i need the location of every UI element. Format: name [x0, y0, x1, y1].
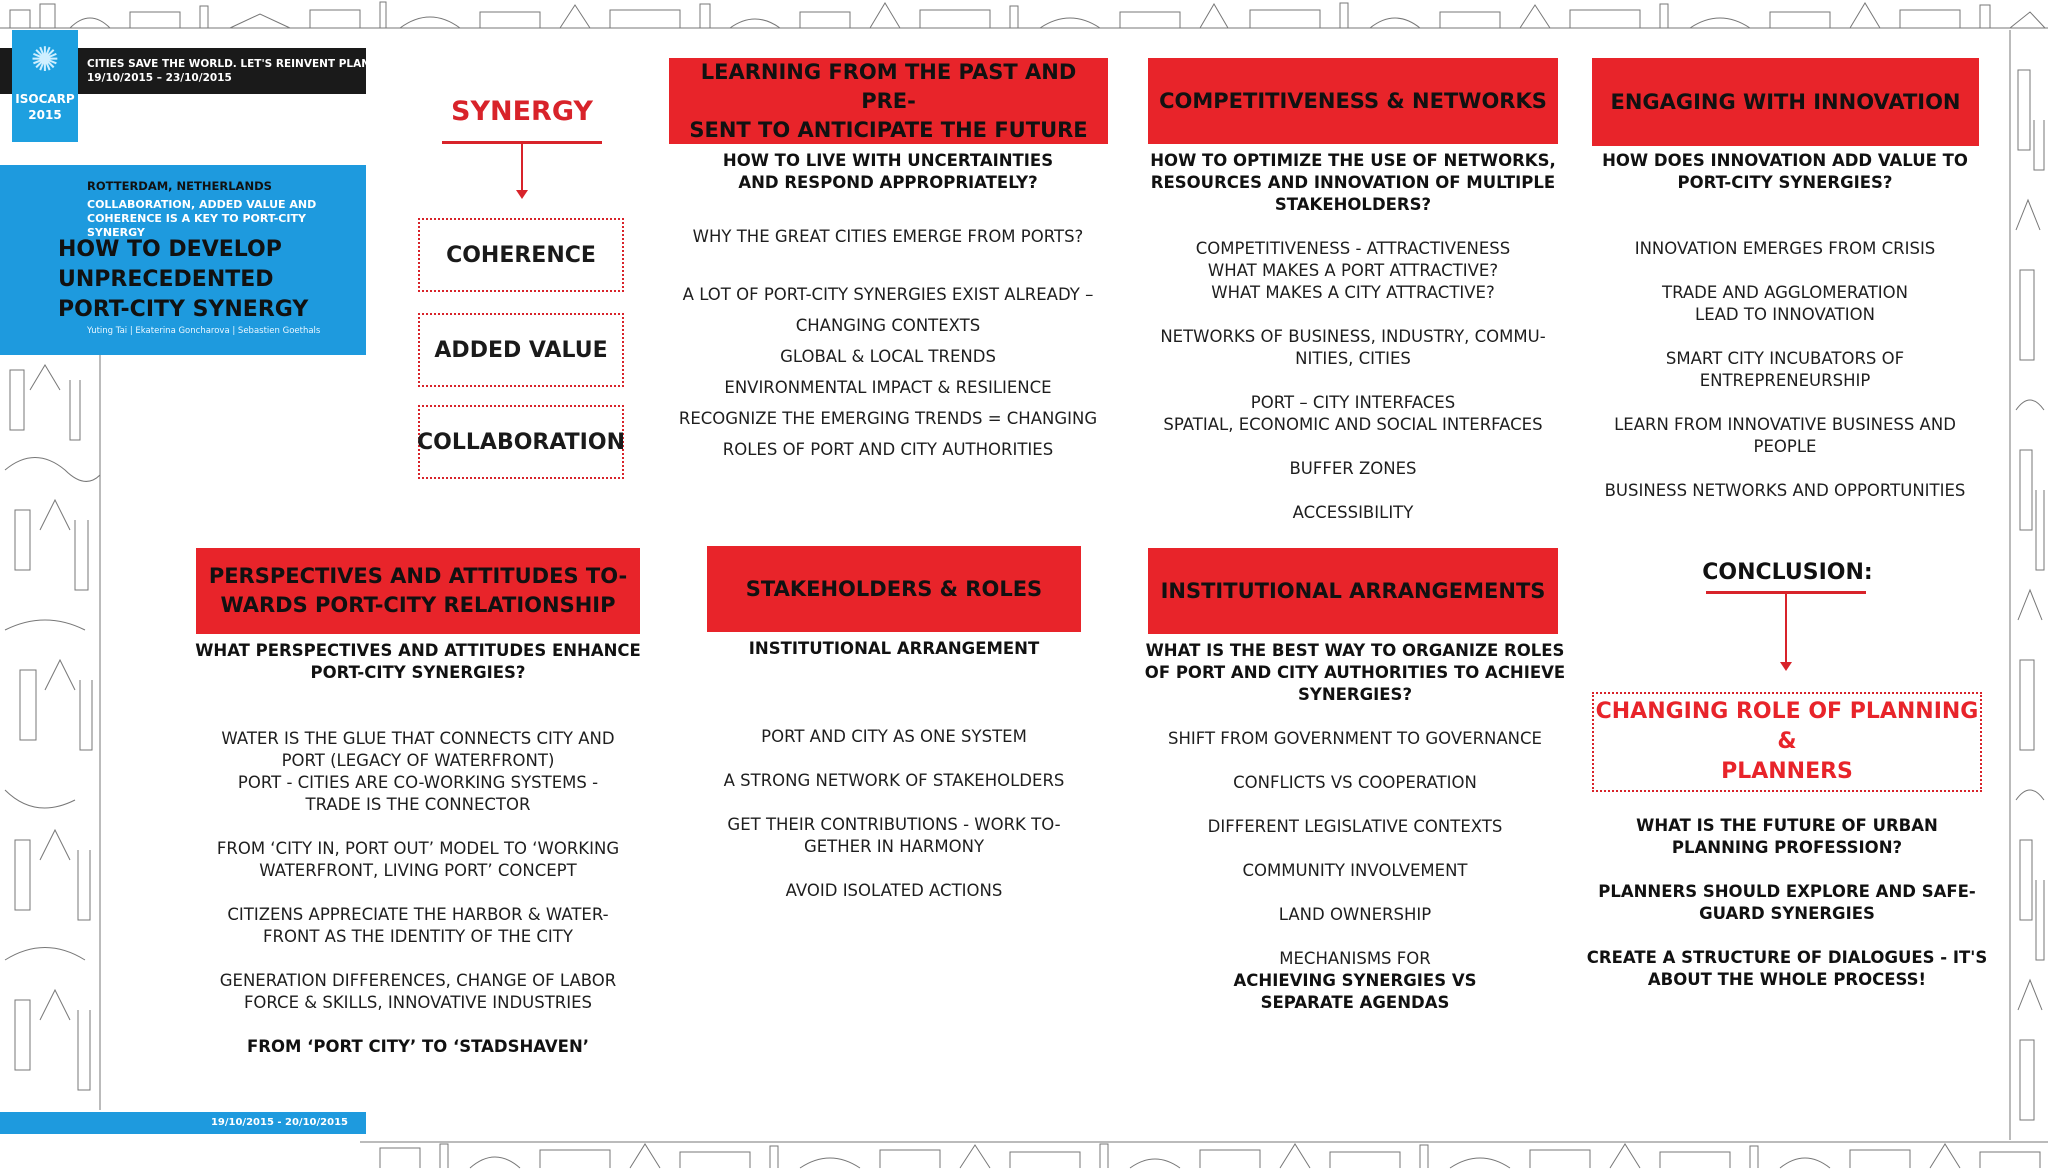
list-item: WHAT MAKES A PORT ATTRACTIVE? [1207, 261, 1499, 280]
column-innovation [1582, 150, 1988, 502]
question-line: OF PORT AND CITY AUTHORITIES TO ACHIEVE [1144, 663, 1566, 682]
heading-line: PERSPECTIVES AND ATTITUDES TO- [208, 564, 628, 588]
list-item: ENVIRONMENTAL IMPACT & RESILIENCE [724, 378, 1052, 397]
list-item: ROLES OF PORT AND CITY AUTHORITIES [722, 440, 1054, 459]
question-line: PORT-CITY SYNERGIES? [310, 663, 526, 682]
list-item: FRONT AS THE IDENTITY OF THE CITY [263, 927, 573, 946]
sketch-border-left [0, 350, 105, 1110]
list-item: GENERATION DIFFERENCES, CHANGE OF LABOR [219, 971, 617, 990]
list-item: NITIES, CITIES [1295, 349, 1411, 368]
list-item-bold: ACHIEVING SYNERGIES VS [1233, 971, 1477, 990]
list-item: SHIFT FROM GOVERNMENT TO GOVERNANCE [1168, 729, 1542, 748]
intro-panel [0, 165, 366, 355]
location: ROTTERDAM, NETHERLANDS [87, 179, 272, 193]
footer-date-bar [0, 1112, 366, 1134]
list-item: INNOVATION EMERGES FROM CRISIS [1634, 239, 1936, 258]
heading-competitiveness: COMPETITIVENESS & NETWORKS [1148, 58, 1558, 144]
list-item: PORT – CITY INTERFACES [1250, 393, 1456, 412]
question-line: HOW DOES INNOVATION ADD VALUE TO [1602, 151, 1968, 170]
list-item: CHANGING CONTEXTS [795, 316, 981, 335]
sketch-border-right [2008, 30, 2048, 1140]
list-item: TRADE AND AGGLOMERATION [1661, 283, 1909, 302]
list-item: BUFFER ZONES [1289, 459, 1417, 478]
column-stakeholders [690, 638, 1098, 902]
poster-title [58, 235, 358, 325]
heading-innovation: ENGAGING WITH INNOVATION [1592, 58, 1979, 146]
list-item: SMART CITY INCUBATORS OF [1665, 349, 1905, 368]
list-item: A STRONG NETWORK OF STAKEHOLDERS [723, 771, 1065, 790]
synergy-arrow-line [521, 144, 523, 192]
list-item: GET THEIR CONTRIBUTIONS - WORK TO- [727, 815, 1061, 834]
arrow-down-icon [516, 190, 528, 199]
list-item: WHY THE GREAT CITIES EMERGE FROM PORTS? [692, 227, 1084, 246]
list-item: A LOT OF PORT-CITY SYNERGIES EXIST ALREADY – [682, 285, 1094, 304]
list-item: ENTREPRENEURSHIP [1699, 371, 1871, 390]
conclusion-box-line: CHANGING ROLE OF PLANNING & [1595, 699, 1979, 754]
list-item: GLOBAL & LOCAL TRENDS [780, 347, 996, 366]
heading-past-present [669, 58, 1108, 144]
synergy-box-collaboration: COLLABORATION [418, 405, 624, 479]
question-line: AND RESPOND APPROPRIATELY? [738, 173, 1038, 192]
list-item: GETHER IN HARMONY [803, 837, 985, 856]
city-sketch-illustration [2008, 30, 2048, 1140]
intro-subtitle: COLLABORATION, ADDED VALUE AND COHERENCE IS A KEY TO PORT-CITY SYNERGY [87, 198, 317, 239]
question-line: STAKEHOLDERS? [1274, 195, 1432, 214]
question-line: RESOURCES AND INNOVATION OF MULTIPLE [1150, 173, 1556, 192]
event-tagline: CITIES SAVE THE WORLD. LET'S REINVENT PLANNING. [87, 58, 405, 70]
heading-line: LEARNING FROM THE PAST AND PRE- [700, 59, 1077, 113]
list-item: WHAT MAKES A CITY ATTRACTIVE? [1211, 283, 1495, 302]
list-item: RECOGNIZE THE EMERGING TRENDS = CHANGING [678, 409, 1098, 428]
conclusion-line: GUARD SYNERGIES [1699, 904, 1875, 923]
list-item: FROM ‘CITY IN, PORT OUT’ MODEL TO ‘WORKING [216, 839, 620, 858]
list-item: PEOPLE [1753, 437, 1817, 456]
city-sketch-illustration [360, 1140, 2048, 1170]
list-item: NETWORKS OF BUSINESS, INDUSTRY, COMMU- [1160, 327, 1546, 346]
footer-dates: 19/10/2015 - 20/10/2015 [210, 1117, 348, 1128]
isocarp-logo [12, 30, 78, 142]
closing-statement: FROM ‘PORT CITY’ TO ‘STADSHAVEN’ [246, 1037, 590, 1056]
list-item: LEAD TO INNOVATION [1695, 305, 1875, 324]
conclusion-arrow-line [1785, 594, 1787, 664]
heading-institutional: INSTITUTIONAL ARRANGEMENTS [1148, 548, 1558, 634]
column-institutional [1140, 640, 1570, 1014]
conclusion-line: CREATE A STRUCTURE OF DIALOGUES - IT'S [1586, 948, 1988, 967]
question-line: WHAT IS THE BEST WAY TO ORGANIZE ROLES [1145, 641, 1565, 660]
list-item: PORT - CITIES ARE CO-WORKING SYSTEMS - [237, 773, 599, 792]
list-item: PORT AND CITY AS ONE SYSTEM [761, 727, 1027, 746]
conclusion-line: WHAT IS THE FUTURE OF URBAN [1636, 816, 1938, 835]
sketch-border-bottom [360, 1140, 2048, 1170]
column-conclusion [1582, 815, 1992, 991]
question-line: HOW TO OPTIMIZE THE USE OF NETWORKS, [1150, 151, 1556, 170]
question-line: PORT-CITY SYNERGIES? [1677, 173, 1893, 192]
poster-title-line: PORT-CITY SYNERGY [58, 297, 309, 322]
authors: Yuting Tai | Ekaterina Goncharova | Sebastien Goethals [87, 326, 321, 336]
heading-stakeholders: STAKEHOLDERS & ROLES [707, 546, 1081, 632]
conclusion-line: PLANNING PROFESSION? [1671, 838, 1903, 857]
logo-star-icon: ✺ [30, 40, 60, 80]
conclusion-box-line: PLANNERS [1721, 759, 1853, 784]
logo-text-isocarp: ISOCARP [15, 92, 75, 106]
list-item: CITIZENS APPRECIATE THE HARBOR & WATER- [227, 905, 609, 924]
poster-title-line: HOW TO DEVELOP [58, 237, 282, 262]
poster-title-line: UNPRECEDENTED [58, 267, 274, 292]
list-item: WATERFRONT, LIVING PORT’ CONCEPT [259, 861, 577, 880]
question-line: SYNERGIES? [1297, 685, 1413, 704]
heading-line: SENT TO ANTICIPATE THE FUTURE [689, 117, 1088, 142]
arrow-down-icon [1780, 662, 1792, 671]
logo-text-year: 2015 [28, 108, 62, 122]
synergy-box-added-value: ADDED VALUE [418, 313, 624, 387]
city-sketch-illustration [0, 0, 2048, 30]
list-item: TRADE IS THE CONNECTOR [305, 795, 531, 814]
synergy-title: SYNERGY [451, 96, 593, 127]
city-sketch-illustration [0, 350, 105, 1110]
question-line: INSTITUTIONAL ARRANGEMENT [748, 639, 1040, 658]
column-past-present [660, 150, 1116, 465]
list-item: AVOID ISOLATED ACTIONS [785, 881, 1003, 900]
conclusion-line: PLANNERS SHOULD EXPLORE AND SAFE- [1598, 882, 1976, 901]
list-item: WATER IS THE GLUE THAT CONNECTS CITY AND [221, 729, 615, 748]
list-item: CONFLICTS VS COOPERATION [1233, 773, 1477, 792]
sketch-border-top [0, 0, 2048, 30]
conclusion-line: ABOUT THE WHOLE PROCESS! [1647, 970, 1927, 989]
list-item: COMPETITIVENESS - ATTRACTIVENESS [1195, 239, 1511, 258]
conclusion-title: CONCLUSION: [1702, 560, 1873, 585]
event-dates: 19/10/2015 – 23/10/2015 [87, 72, 232, 84]
question-line: WHAT PERSPECTIVES AND ATTITUDES ENHANCE [195, 641, 641, 660]
question-line: HOW TO LIVE WITH UNCERTAINTIES [722, 151, 1054, 170]
list-item: COMMUNITY INVOLVEMENT [1242, 861, 1468, 880]
heading-line: WARDS PORT-CITY RELATIONSHIP [220, 593, 616, 617]
list-item: PORT (LEGACY OF WATERFRONT) [281, 751, 555, 770]
list-item: MECHANISMS FOR [1279, 949, 1431, 968]
list-item: DIFFERENT LEGISLATIVE CONTEXTS [1207, 817, 1503, 836]
conclusion-box [1592, 692, 1982, 792]
list-item: LAND OWNERSHIP [1278, 905, 1432, 924]
synergy-box-coherence: COHERENCE [418, 218, 624, 292]
column-perspectives [190, 640, 646, 1058]
column-competitiveness [1140, 150, 1566, 524]
list-item: SPATIAL, ECONOMIC AND SOCIAL INTERFACES [1163, 415, 1543, 434]
list-item: BUSINESS NETWORKS AND OPPORTUNITIES [1604, 481, 1966, 500]
heading-perspectives [196, 548, 640, 634]
list-item: LEARN FROM INNOVATIVE BUSINESS AND [1614, 415, 1956, 434]
list-item: ACCESSIBILITY [1292, 503, 1414, 522]
list-item-bold: SEPARATE AGENDAS [1260, 993, 1450, 1012]
list-item: FORCE & SKILLS, INNOVATIVE INDUSTRIES [243, 993, 593, 1012]
